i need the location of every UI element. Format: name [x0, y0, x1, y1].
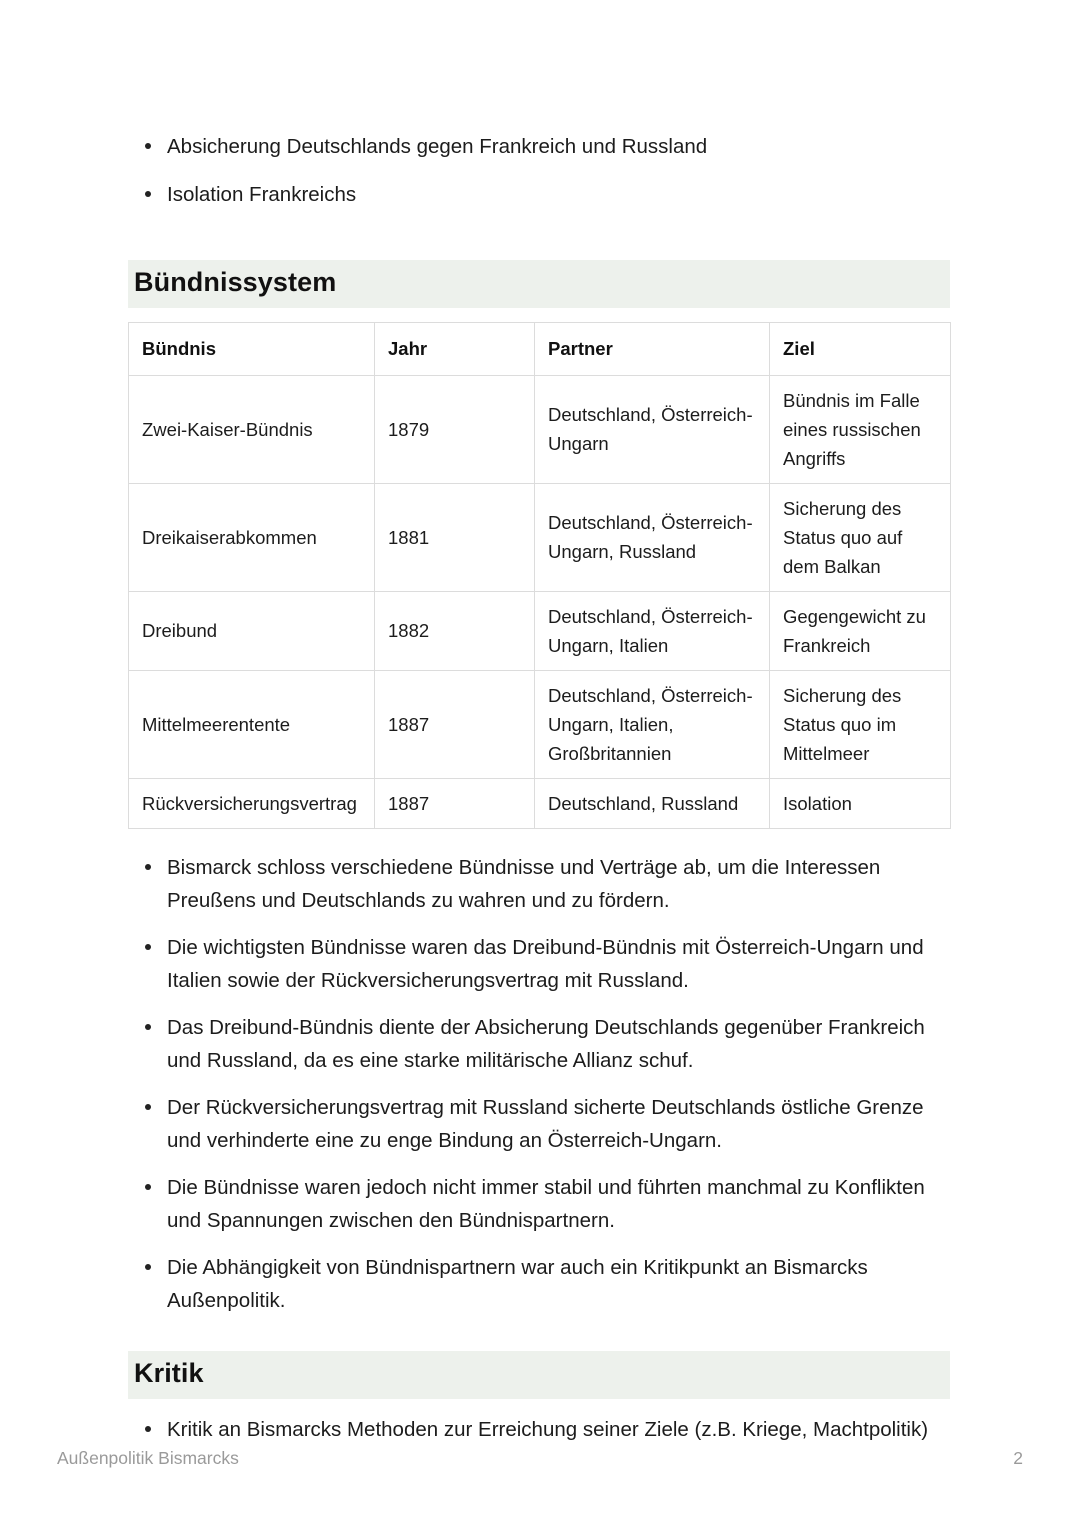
bullet-dot-icon	[145, 944, 151, 950]
bullet-dot-icon	[145, 864, 151, 870]
footer-page-number: 2	[1013, 1448, 1023, 1468]
cell-buendnis: Dreibund	[129, 591, 375, 670]
section-heading-buendnissystem: Bündnissystem	[128, 260, 950, 308]
list-item-text: Die Abhängigkeit von Bündnispartnern war auch ein Kritikpunkt an Bismarcks Außenpolitik.	[167, 1255, 868, 1312]
list-item	[128, 1091, 950, 1157]
page-footer	[57, 1448, 1023, 1469]
column-header-partner: Partner	[535, 322, 770, 375]
list-item	[128, 931, 950, 997]
list-item	[128, 1011, 950, 1077]
table-row	[129, 778, 951, 828]
cell-buendnis: Zwei-Kaiser-Bündnis	[129, 375, 375, 483]
list-item	[128, 1413, 950, 1446]
cell-ziel: Bündnis im Falle eines russischen Angriffs	[770, 375, 951, 483]
cell-jahr: 1882	[375, 591, 535, 670]
page-content	[128, 0, 950, 1446]
column-header-buendnis: Bündnis	[129, 322, 375, 375]
cell-jahr: 1887	[375, 670, 535, 778]
intro-bullet-list	[128, 0, 950, 211]
list-item-text: Bismarck schloss verschiedene Bündnisse und Verträge ab, um die Interessen Preußens und Deutschlands zu wahren und zu fördern.	[167, 855, 881, 912]
column-header-ziel: Ziel	[770, 322, 951, 375]
column-header-jahr: Jahr	[375, 322, 535, 375]
list-item-text: Die wichtigsten Bündnisse waren das Dreibund-Bündnis mit Österreich-Ungarn und Italien sowie der Rückversicherungsvertrag mit Russland.	[167, 935, 924, 992]
footer-title: Außenpolitik Bismarcks	[57, 1448, 239, 1468]
cell-buendnis: Mittelmeerentente	[129, 670, 375, 778]
buendnissystem-bullet-list	[128, 851, 950, 1317]
cell-jahr: 1887	[375, 778, 535, 828]
list-item-text: Der Rückversicherungsvertrag mit Russland sicherte Deutschlands östliche Grenze und verhinderte eine zu enge Bindung an Österreich-Ungarn.	[167, 1095, 924, 1152]
cell-partner: Deutschland, Russland	[535, 778, 770, 828]
bullet-dot-icon	[145, 143, 151, 149]
cell-partner: Deutschland, Österreich-Ungarn, Italien, Großbritannien	[535, 670, 770, 778]
cell-ziel: Sicherung des Status quo auf dem Balkan	[770, 483, 951, 591]
cell-buendnis: Dreikaiserabkommen	[129, 483, 375, 591]
table-row	[129, 375, 951, 483]
list-item-text: Die Bündnisse waren jedoch nicht immer stabil und führten manchmal zu Konflikten und Spannungen zwischen den Bündnispartnern.	[167, 1175, 925, 1232]
table-header-row	[129, 322, 951, 375]
list-item-text: Isolation Frankreichs	[167, 183, 357, 206]
table-row	[129, 483, 951, 591]
bullet-dot-icon	[145, 1024, 151, 1030]
cell-ziel: Isolation	[770, 778, 951, 828]
kritik-bullet-list	[128, 1413, 950, 1446]
cell-jahr: 1879	[375, 375, 535, 483]
bullet-dot-icon	[145, 1104, 151, 1110]
list-item	[128, 1171, 950, 1237]
bullet-dot-icon	[145, 1184, 151, 1190]
cell-jahr: 1881	[375, 483, 535, 591]
section-heading-kritik: Kritik	[128, 1351, 950, 1399]
cell-partner: Deutschland, Österreich-Ungarn, Italien	[535, 591, 770, 670]
list-item	[128, 851, 950, 917]
list-item-text: Das Dreibund-Bündnis diente der Absicherung Deutschlands gegenüber Frankreich und Russland, da es eine starke militärische Allianz schuf.	[167, 1015, 925, 1072]
list-item	[128, 178, 950, 211]
bullet-dot-icon	[145, 191, 151, 197]
cell-ziel: Gegengewicht zu Frankreich	[770, 591, 951, 670]
list-item	[128, 1251, 950, 1317]
cell-buendnis: Rückversicherungsvertrag	[129, 778, 375, 828]
cell-partner: Deutschland, Österreich-Ungarn, Russland	[535, 483, 770, 591]
bullet-dot-icon	[145, 1426, 151, 1432]
table-row	[129, 670, 951, 778]
list-item	[128, 130, 950, 163]
alliances-table	[128, 322, 951, 829]
table-row	[129, 591, 951, 670]
cell-ziel: Sicherung des Status quo im Mittelmeer	[770, 670, 951, 778]
bullet-dot-icon	[145, 1264, 151, 1270]
cell-partner: Deutschland, Österreich-Ungarn	[535, 375, 770, 483]
list-item-text: Absicherung Deutschlands gegen Frankreich und Russland	[167, 135, 708, 158]
list-item-text: Kritik an Bismarcks Methoden zur Erreichung seiner Ziele (z.B. Kriege, Machtpolitik)	[167, 1417, 929, 1441]
